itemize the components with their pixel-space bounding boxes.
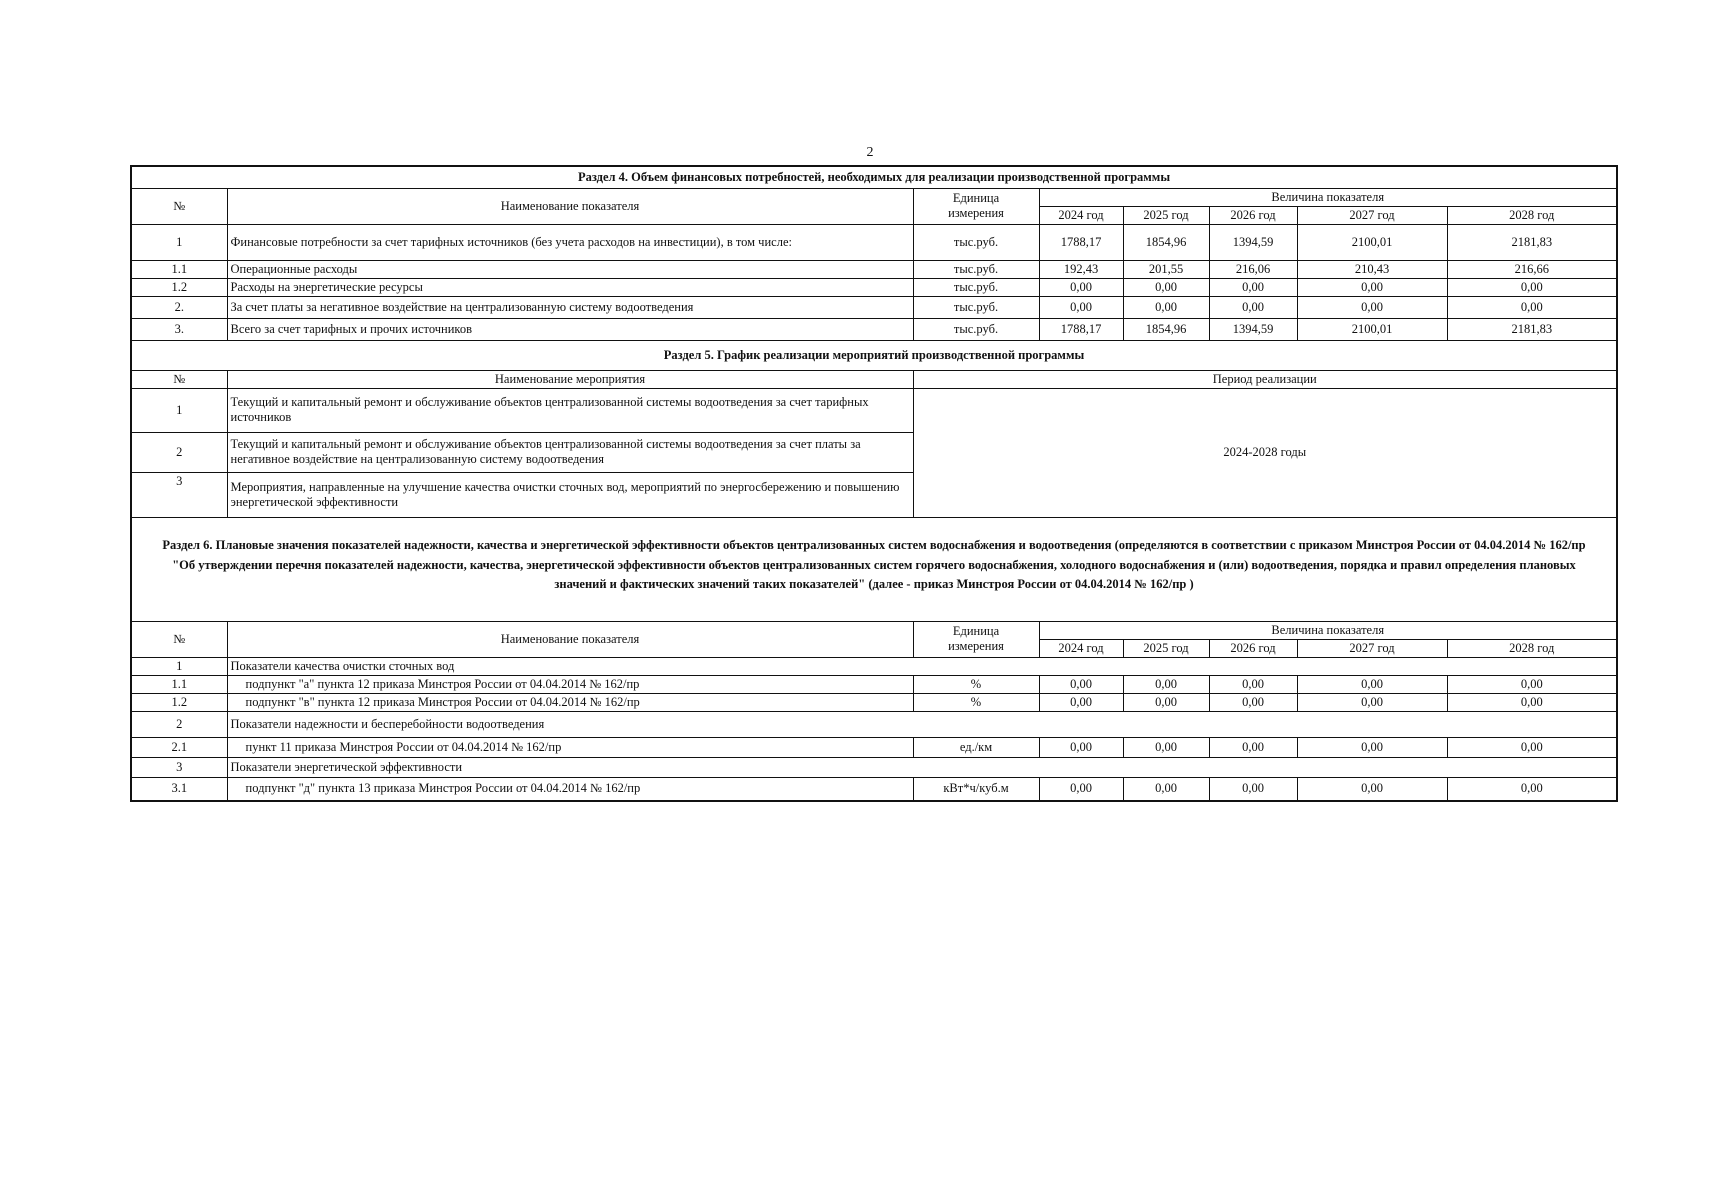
row-name: подпункт "а" пункта 12 приказа Минстроя России от 04.04.2014 № 162/пр xyxy=(227,675,913,693)
value-cell: 2100,01 xyxy=(1297,318,1447,340)
group-row xyxy=(131,657,1617,675)
header-unit: Единица измерения xyxy=(913,188,1039,224)
row-num: 3.1 xyxy=(131,777,227,801)
header-num: № xyxy=(131,188,227,224)
row-num: 3 xyxy=(131,472,227,517)
row-name: Финансовые потребности за счет тарифных источников (без учета расходов на инвестиции), в том числе: xyxy=(227,224,913,260)
header-measure-name: Наименование мероприятия xyxy=(227,370,913,388)
value-cell: 0,00 xyxy=(1039,737,1123,757)
row-name: подпункт "д" пункта 13 приказа Минстроя России от 04.04.2014 № 162/пр xyxy=(227,777,913,801)
value-cell: 216,66 xyxy=(1447,260,1617,278)
table-row xyxy=(131,224,1617,260)
table-row xyxy=(131,737,1617,757)
value-cell: 1854,96 xyxy=(1123,318,1209,340)
section6-title-row xyxy=(131,517,1617,611)
table-row xyxy=(131,260,1617,278)
value-cell: 0,00 xyxy=(1123,296,1209,318)
table-row xyxy=(131,388,1617,432)
value-cell: 0,00 xyxy=(1297,675,1447,693)
value-cell: 0,00 xyxy=(1123,675,1209,693)
section4-title: Раздел 4. Объем финансовых потребностей, необходимых для реализации производственной программы xyxy=(131,166,1617,188)
value-cell: 1394,59 xyxy=(1209,224,1297,260)
row-num: 3. xyxy=(131,318,227,340)
year-2025: 2025 год xyxy=(1123,639,1209,657)
group-name: Показатели энергетической эффективности xyxy=(227,757,1617,777)
row-name: Текущий и капитальный ремонт и обслуживание объектов централизованной системы водоотведения за счет платы за негативное воздействие на централизованную систему водоотведения xyxy=(227,432,913,472)
table-row xyxy=(131,318,1617,340)
value-cell: 2181,83 xyxy=(1447,224,1617,260)
year-2024: 2024 год xyxy=(1039,206,1123,224)
program-table xyxy=(130,165,1618,802)
page-number: 2 xyxy=(866,145,874,160)
group-row xyxy=(131,757,1617,777)
value-cell: 0,00 xyxy=(1209,737,1297,757)
value-cell: 0,00 xyxy=(1447,675,1617,693)
table-row xyxy=(131,777,1617,801)
row-num: 1 xyxy=(131,224,227,260)
year-2027: 2027 год xyxy=(1297,206,1447,224)
header-name: Наименование показателя xyxy=(227,188,913,224)
period-cell: 2024-2028 годы xyxy=(913,388,1617,517)
value-cell: 0,00 xyxy=(1209,777,1297,801)
value-cell: 2181,83 xyxy=(1447,318,1617,340)
table-row xyxy=(131,693,1617,711)
section6-title: Раздел 6. Плановые значения показателей надежности, качества и энергетической эффективности объектов централизованных систем водоснабжения и водоотведения (определяются в соответствии с приказом Минстроя России от 04.04.2014 № 162/пр "Об утверждении перечня показателей надежности, качества, энергетической эффективности объектов централизованных систем горячего водоснабжения, холодного водоснабжения и (или) водоотведения, порядка и правил определения плановых значений и фактических значений таких показателей" (далее - приказ Минстроя России от 04.04.2014 № 162/пр ) xyxy=(131,517,1617,611)
header-name: Наименование показателя xyxy=(227,621,913,657)
value-cell: 0,00 xyxy=(1447,737,1617,757)
value-cell: 0,00 xyxy=(1447,693,1617,711)
row-name: подпункт "в" пункта 12 приказа Минстроя России от 04.04.2014 № 162/пр xyxy=(227,693,913,711)
value-cell: 2100,01 xyxy=(1297,224,1447,260)
section6-header-row xyxy=(131,621,1617,639)
value-cell: 216,06 xyxy=(1209,260,1297,278)
table-row xyxy=(131,296,1617,318)
value-cell: 0,00 xyxy=(1123,737,1209,757)
value-cell: 0,00 xyxy=(1039,278,1123,296)
year-2027: 2027 год xyxy=(1297,639,1447,657)
row-unit: % xyxy=(913,693,1039,711)
header-period: Период реализации xyxy=(913,370,1617,388)
section4-header-row xyxy=(131,188,1617,206)
section5-title-row xyxy=(131,340,1617,370)
row-num: 2 xyxy=(131,711,227,737)
value-cell: 0,00 xyxy=(1297,737,1447,757)
row-name: Мероприятия, направленные на улучшение качества очистки сточных вод, мероприятий по энергосбережению и повышению энергетической эффективности xyxy=(227,472,913,517)
row-num: 2.1 xyxy=(131,737,227,757)
row-unit: ед./км xyxy=(913,737,1039,757)
row-unit: тыс.руб. xyxy=(913,296,1039,318)
value-cell: 0,00 xyxy=(1297,278,1447,296)
value-cell: 0,00 xyxy=(1447,278,1617,296)
row-num: 1 xyxy=(131,388,227,432)
year-2024: 2024 год xyxy=(1039,639,1123,657)
year-2025: 2025 год xyxy=(1123,206,1209,224)
section4-title-row xyxy=(131,166,1617,188)
row-name: Всего за счет тарифных и прочих источников xyxy=(227,318,913,340)
value-cell: 192,43 xyxy=(1039,260,1123,278)
value-cell: 0,00 xyxy=(1039,777,1123,801)
value-cell: 0,00 xyxy=(1039,296,1123,318)
value-cell: 0,00 xyxy=(1297,296,1447,318)
table-row xyxy=(131,278,1617,296)
value-cell: 0,00 xyxy=(1039,693,1123,711)
year-2028: 2028 год xyxy=(1447,639,1617,657)
value-cell: 1788,17 xyxy=(1039,224,1123,260)
section5-header-row xyxy=(131,370,1617,388)
header-value: Величина показателя xyxy=(1039,188,1617,206)
spacer-row xyxy=(131,611,1617,621)
row-name: пункт 11 приказа Минстроя России от 04.04.2014 № 162/пр xyxy=(227,737,913,757)
value-cell: 210,43 xyxy=(1297,260,1447,278)
row-num: 1.2 xyxy=(131,693,227,711)
header-num: № xyxy=(131,370,227,388)
value-cell: 0,00 xyxy=(1447,296,1617,318)
group-row xyxy=(131,711,1617,737)
value-cell: 0,00 xyxy=(1297,777,1447,801)
value-cell: 0,00 xyxy=(1297,693,1447,711)
value-cell: 0,00 xyxy=(1209,693,1297,711)
row-unit: тыс.руб. xyxy=(913,260,1039,278)
section5-title: Раздел 5. График реализации мероприятий производственной программы xyxy=(131,340,1617,370)
row-unit: тыс.руб. xyxy=(913,318,1039,340)
spacer xyxy=(131,611,1617,621)
row-unit: тыс.руб. xyxy=(913,224,1039,260)
row-num: 2 xyxy=(131,432,227,472)
year-2026: 2026 год xyxy=(1209,639,1297,657)
value-cell: 0,00 xyxy=(1123,278,1209,296)
row-name: Расходы на энергетические ресурсы xyxy=(227,278,913,296)
value-cell: 0,00 xyxy=(1447,777,1617,801)
row-num: 1.1 xyxy=(131,260,227,278)
value-cell: 0,00 xyxy=(1123,693,1209,711)
year-2028: 2028 год xyxy=(1447,206,1617,224)
header-num: № xyxy=(131,621,227,657)
header-value: Величина показателя xyxy=(1039,621,1617,639)
row-num: 1.1 xyxy=(131,675,227,693)
row-unit: кВт*ч/куб.м xyxy=(913,777,1039,801)
value-cell: 0,00 xyxy=(1123,777,1209,801)
row-num: 1 xyxy=(131,657,227,675)
row-unit: % xyxy=(913,675,1039,693)
value-cell: 0,00 xyxy=(1209,296,1297,318)
value-cell: 1788,17 xyxy=(1039,318,1123,340)
row-name: За счет платы за негативное воздействие на централизованную систему водоотведения xyxy=(227,296,913,318)
year-2026: 2026 год xyxy=(1209,206,1297,224)
value-cell: 0,00 xyxy=(1039,675,1123,693)
row-num: 2. xyxy=(131,296,227,318)
row-name: Операционные расходы xyxy=(227,260,913,278)
group-name: Показатели качества очистки сточных вод xyxy=(227,657,1617,675)
row-num: 1.2 xyxy=(131,278,227,296)
value-cell: 201,55 xyxy=(1123,260,1209,278)
value-cell: 1854,96 xyxy=(1123,224,1209,260)
table-row xyxy=(131,675,1617,693)
row-num: 3 xyxy=(131,757,227,777)
value-cell: 0,00 xyxy=(1209,278,1297,296)
header-unit: Единица измерения xyxy=(913,621,1039,657)
value-cell: 1394,59 xyxy=(1209,318,1297,340)
row-unit: тыс.руб. xyxy=(913,278,1039,296)
value-cell: 0,00 xyxy=(1209,675,1297,693)
row-name: Текущий и капитальный ремонт и обслуживание объектов централизованной системы водоотведения за счет тарифных источников xyxy=(227,388,913,432)
group-name: Показатели надежности и бесперебойности водоотведения xyxy=(227,711,1617,737)
